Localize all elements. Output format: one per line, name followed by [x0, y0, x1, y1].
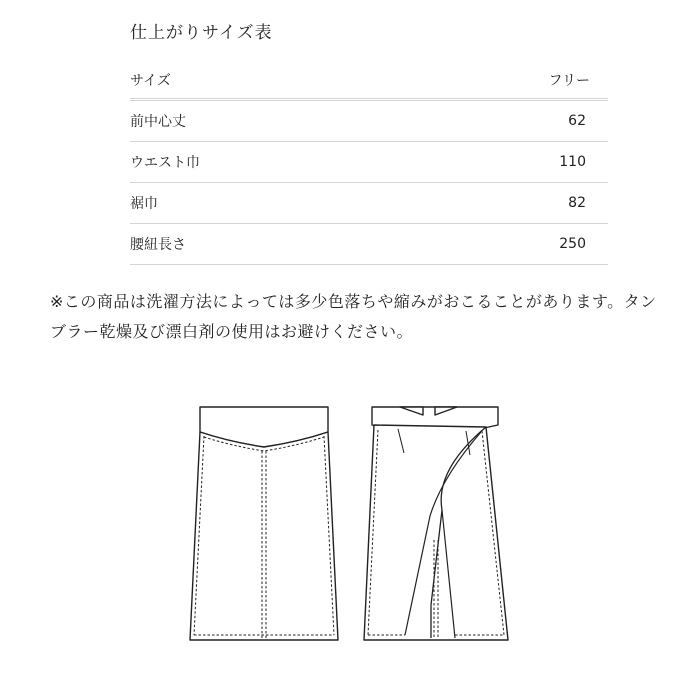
- table-row: [130, 142, 608, 183]
- apron-front-view: [190, 407, 338, 640]
- row-value: 82: [568, 195, 586, 211]
- size-chart-title: 仕上がりサイズ表: [130, 23, 273, 43]
- row-label: ウエスト巾: [130, 155, 200, 171]
- row-label: 裾巾: [130, 196, 158, 212]
- table-row: [130, 224, 608, 265]
- apron-illustration: [180, 395, 530, 660]
- row-label: 前中心丈: [130, 114, 186, 130]
- table-row: [130, 183, 608, 224]
- apron-back-view: [364, 407, 508, 640]
- size-table: [130, 62, 608, 265]
- size-header-value: フリー: [548, 73, 590, 89]
- size-header-label: サイズ: [130, 73, 171, 89]
- care-note: ※この商品は洗濯方法によっては多少色落ちや縮みがおこることがあります。タンブラー乾燥及び漂白剤の使用はお避けください。: [50, 292, 657, 341]
- row-value: 250: [559, 236, 586, 252]
- size-table-header: [130, 62, 608, 101]
- row-label: 腰紐長さ: [130, 237, 186, 253]
- table-row: [130, 101, 608, 142]
- row-value: 62: [568, 113, 586, 129]
- row-value: 110: [559, 154, 586, 170]
